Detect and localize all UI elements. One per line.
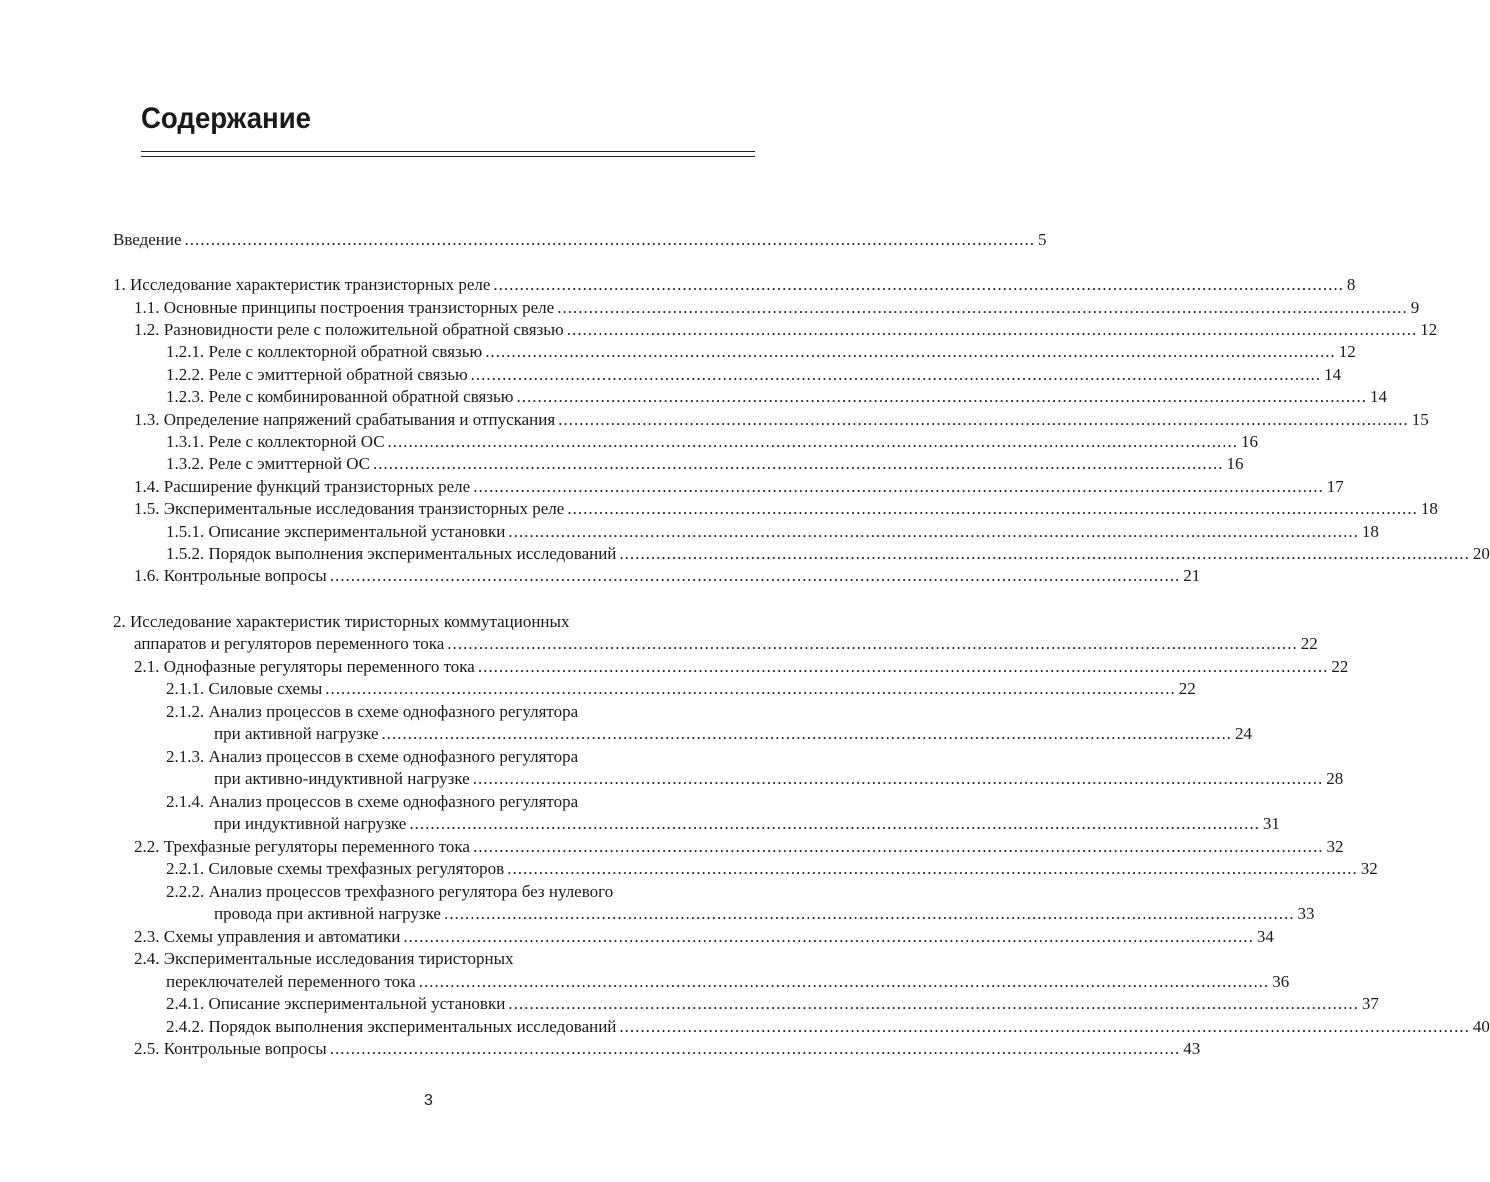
toc-page-number: 21 <box>1183 566 1201 585</box>
page-number: 3 <box>424 1092 433 1109</box>
toc-entry[interactable] <box>0 1016 1490 1038</box>
toc-entry[interactable] <box>0 701 857 723</box>
toc-entry-title: 1.5.1. Описание экспериментальной установки <box>166 522 506 541</box>
toc-entry[interactable] <box>0 993 1379 1015</box>
toc-leader-dots: .................................................................................................................................................................. <box>567 499 1418 518</box>
toc-leader-dots: .................................................................................................................................................................. <box>566 320 1418 339</box>
toc-entry[interactable] <box>0 746 857 768</box>
toc-entry-title: 2.2. Трехфазные регуляторы переменного тока <box>134 837 470 856</box>
toc-entry[interactable] <box>0 926 1274 948</box>
toc-leader-dots: .................................................................................................................................................................. <box>485 342 1336 361</box>
toc-entry[interactable] <box>0 836 1344 858</box>
toc-page-number: 12 <box>1420 320 1438 339</box>
toc-entry[interactable] <box>0 274 1356 296</box>
toc-page-number: 22 <box>1300 634 1318 653</box>
toc-page-number: 18 <box>1420 499 1438 518</box>
toc-leader-dots: .................................................................................................................................................................. <box>184 230 1036 249</box>
toc-leader-dots: .................................................................................................................................................................. <box>325 679 1176 698</box>
toc-entry[interactable] <box>0 565 1201 587</box>
toc-entry[interactable] <box>0 791 857 813</box>
toc-entry[interactable] <box>0 656 1349 678</box>
toc-page-number: 20 <box>1472 544 1490 563</box>
toc-entry-title: 2.5. Контрольные вопросы <box>134 1039 327 1058</box>
toc-entry-title: 1.5. Экспериментальные исследования транзисторных реле <box>134 499 565 518</box>
toc-leader-dots: .................................................................................................................................................................. <box>381 724 1233 743</box>
toc-leader-dots: .................................................................................................................................................................. <box>329 566 1181 585</box>
toc-leader-dots: .................................................................................................................................................................. <box>473 477 1324 496</box>
toc-page-number: 17 <box>1326 477 1344 496</box>
toc-page-number: 34 <box>1256 927 1274 946</box>
toc-entry-title: 2.2.1. Силовые схемы трехфазных регуляторов <box>166 859 505 878</box>
toc-entry[interactable] <box>0 903 1315 925</box>
toc-entry[interactable] <box>0 476 1344 498</box>
toc-leader-dots: .................................................................................................................................................................. <box>373 454 1224 473</box>
toc-page-number: 16 <box>1226 454 1244 473</box>
toc-page-number: 31 <box>1262 814 1280 833</box>
toc-leader-dots: .................................................................................................................................................................. <box>387 432 1239 451</box>
toc-entry-title: аппаратов и регуляторов переменного тока <box>134 634 445 653</box>
toc-entry-title: 1.2. Разновидности реле с положительной обратной связью <box>134 320 564 339</box>
toc-entry-title: 2.4. Экспериментальные исследования тиристорных <box>134 949 514 968</box>
toc-entry[interactable] <box>0 678 1196 700</box>
toc-leader-dots: .................................................................................................................................................................. <box>557 298 1408 317</box>
toc-entry[interactable] <box>0 229 1047 251</box>
toc-leader-dots: .................................................................................................................................................................. <box>507 859 1358 878</box>
toc-leader-dots: .................................................................................................................................................................. <box>619 544 1470 563</box>
toc-entry[interactable] <box>0 723 1253 745</box>
toc-entry[interactable] <box>0 611 857 633</box>
toc-entry[interactable] <box>0 409 1429 431</box>
toc-entry-title: 2.4.2. Порядок выполнения экспериментальных исследований <box>166 1017 617 1036</box>
toc-entry-title: 2.2.2. Анализ процессов трехфазного регулятора без нулевого <box>166 882 614 901</box>
toc-entry[interactable] <box>0 881 857 903</box>
toc-entry[interactable] <box>0 386 1387 408</box>
toc-entry-title: 1.3.1. Реле с коллекторной ОС <box>166 432 385 451</box>
toc-page-number: 14 <box>1369 387 1387 406</box>
toc-entry[interactable] <box>0 971 1290 993</box>
toc-entry[interactable] <box>0 858 1378 880</box>
toc-entry-title: 1.5.2. Порядок выполнения экспериментальных исследований <box>166 544 617 563</box>
toc-page-number: 22 <box>1331 657 1349 676</box>
toc-entry-title: 1. Исследование характеристик транзисторных реле <box>113 275 491 294</box>
toc-entry[interactable] <box>0 297 1420 319</box>
toc-entry-title: 2.3. Схемы управления и автоматики <box>134 927 401 946</box>
toc-page-number: 32 <box>1360 859 1378 878</box>
toc-entry-title: 2. Исследование характеристик тиристорных коммутационных <box>113 612 570 631</box>
toc-leader-dots: .................................................................................................................................................................. <box>403 927 1254 946</box>
toc-entry[interactable] <box>0 813 1280 835</box>
toc-entry-title: при активно-индуктивной нагрузке <box>214 769 470 788</box>
toc-entry-title: провода при активной нагрузке <box>214 904 441 923</box>
toc-entry-title: 1.3.2. Реле с эмиттерной ОС <box>166 454 371 473</box>
toc-entry-title: 2.1.1. Силовые схемы <box>166 679 323 698</box>
toc-leader-dots: .................................................................................................................................................................. <box>443 904 1295 923</box>
toc-entry[interactable] <box>0 341 1356 363</box>
toc-page-number: 8 <box>1346 275 1356 294</box>
toc-leader-dots: .................................................................................................................................................................. <box>472 769 1324 788</box>
toc-entry[interactable] <box>0 633 1318 655</box>
toc-entry-title: 2.1.4. Анализ процессов в схеме однофазного регулятора <box>166 792 579 811</box>
toc-entry[interactable] <box>0 431 1259 453</box>
toc-entry-title: 2.4.1. Описание экспериментальной установки <box>166 994 506 1013</box>
page-title: Содержание <box>141 102 312 135</box>
toc-entry-title: 2.1.3. Анализ процессов в схеме однофазного регулятора <box>166 747 579 766</box>
toc-entry-title: 1.2.3. Реле с комбинированной обратной связью <box>166 387 514 406</box>
toc-leader-dots: .................................................................................................................................................................. <box>472 837 1324 856</box>
toc-page-number: 14 <box>1324 365 1342 384</box>
toc-page-number: 22 <box>1178 679 1196 698</box>
toc-leader-dots: .................................................................................................................................................................. <box>447 634 1298 653</box>
toc-page-number: 15 <box>1411 410 1429 429</box>
toc-entry-title: 2.1.2. Анализ процессов в схеме однофазного регулятора <box>166 702 579 721</box>
toc-entry-title: 1.2.2. Реле с эмиттерной обратной связью <box>166 365 468 384</box>
toc-entry[interactable] <box>0 521 1379 543</box>
toc-entry-title: 2.1. Однофазные регуляторы переменного тока <box>134 657 475 676</box>
toc-entry-title: переключателей переменного тока <box>166 972 416 991</box>
toc-leader-dots: .................................................................................................................................................................. <box>470 365 1322 384</box>
toc-leader-dots: .................................................................................................................................................................. <box>477 657 1329 676</box>
toc-leader-dots: .................................................................................................................................................................. <box>329 1039 1181 1058</box>
toc-page-number: 28 <box>1326 769 1344 788</box>
toc-entry-title: 1.4. Расширение функций транзисторных реле <box>134 477 471 496</box>
toc-entry-title: 1.3. Определение напряжений срабатывания и отпускания <box>134 410 556 429</box>
toc-page-number: 32 <box>1326 837 1344 856</box>
toc-leader-dots: .................................................................................................................................................................. <box>418 972 1270 991</box>
toc-page-number: 18 <box>1361 522 1379 541</box>
toc-entry[interactable] <box>0 364 1342 386</box>
toc-page-number: 16 <box>1241 432 1259 451</box>
toc-entry-title: 1.6. Контрольные вопросы <box>134 566 327 585</box>
toc-entry[interactable] <box>0 453 1244 475</box>
toc-leader-dots: .................................................................................................................................................................. <box>619 1017 1470 1036</box>
toc-entry[interactable] <box>0 1038 1201 1060</box>
toc-page-number: 33 <box>1297 904 1315 923</box>
toc-leader-dots: .................................................................................................................................................................. <box>409 814 1260 833</box>
toc-entry-title: при индуктивной нагрузке <box>214 814 407 833</box>
toc-entry-title: 1.2.1. Реле с коллекторной обратной связью <box>166 342 483 361</box>
toc-entry[interactable] <box>0 543 1490 565</box>
toc-leader-dots: .................................................................................................................................................................. <box>508 994 1359 1013</box>
toc-entry-title: 1.1. Основные принципы построения транзисторных реле <box>134 298 555 317</box>
toc-page-number: 5 <box>1038 230 1047 249</box>
toc-entry[interactable] <box>0 948 857 970</box>
toc-page-number: 9 <box>1410 298 1420 317</box>
toc-entry[interactable] <box>0 768 1344 790</box>
toc-page-number: 24 <box>1235 724 1253 743</box>
toc-entry-title: при активной нагрузке <box>214 724 379 743</box>
toc-page-number: 37 <box>1361 994 1379 1013</box>
toc-leader-dots: .................................................................................................................................................................. <box>558 410 1409 429</box>
toc-entry-title: Введение <box>113 230 182 249</box>
toc-page-number: 40 <box>1472 1017 1490 1036</box>
toc-entry[interactable] <box>0 319 1438 341</box>
toc-leader-dots: .................................................................................................................................................................. <box>493 275 1344 294</box>
toc-page-number: 12 <box>1338 342 1356 361</box>
toc-page-number: 36 <box>1272 972 1290 991</box>
toc-leader-dots: .................................................................................................................................................................. <box>508 522 1359 541</box>
toc-page-number: 43 <box>1183 1039 1201 1058</box>
toc-leader-dots: .................................................................................................................................................................. <box>516 387 1367 406</box>
toc-entry[interactable] <box>0 498 1438 520</box>
